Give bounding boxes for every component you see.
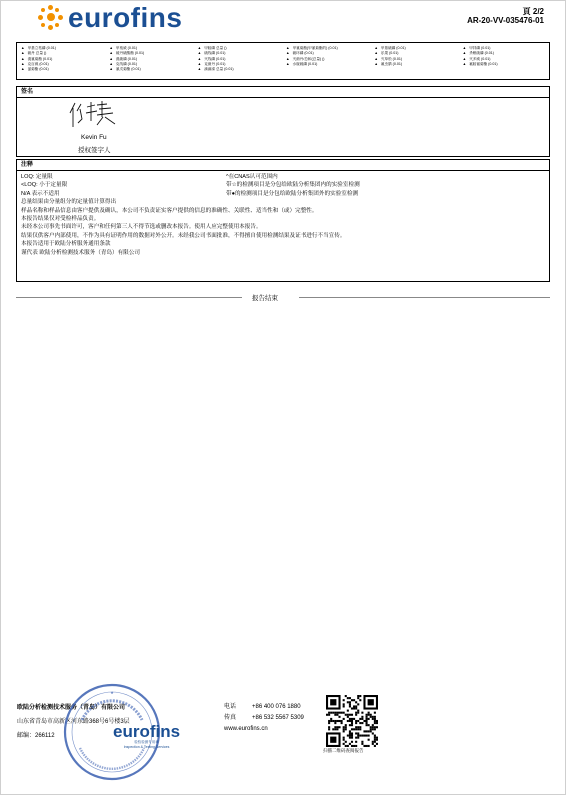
fax-value: +86 532 5567 5309 bbox=[252, 715, 304, 721]
triangle-icon: ▲ bbox=[286, 51, 290, 56]
analyte-item bbox=[463, 67, 545, 72]
triangle-icon: ▲ bbox=[109, 56, 113, 61]
analyte-label: 甲基立枯磷 (0.01) bbox=[27, 46, 56, 50]
analyte-label: 氯菊酯 (0.01) bbox=[27, 67, 49, 72]
notes-legend: N/A 表示不适用 bbox=[21, 190, 60, 197]
analyte-item bbox=[109, 67, 191, 72]
eurofins-logo bbox=[38, 4, 182, 32]
analyte-label: 溴硫磷 (0.01) bbox=[115, 56, 138, 61]
analyte-label: 灭线磷 (0.01) bbox=[204, 56, 226, 61]
qr-code[interactable] bbox=[326, 695, 378, 747]
triangle-icon: ▲ bbox=[21, 67, 25, 72]
end-of-report: 报告结束 bbox=[252, 295, 278, 302]
analyte-label: 硫丹硫酸酯 (0.01) bbox=[115, 51, 145, 56]
footer-postcode: 邮编：266112 bbox=[17, 733, 55, 739]
triangle-icon: ▲ bbox=[197, 51, 202, 56]
footer-address: 山东省青岛市高新区河东路368号6号楼3层 bbox=[17, 719, 130, 725]
phone-value: +86 400 076 1880 bbox=[252, 704, 301, 710]
notes-row bbox=[21, 190, 545, 198]
triangle-icon: ▲ bbox=[109, 67, 113, 72]
analyte-label: 克菌丹 (0.01) bbox=[204, 61, 226, 66]
analyte-label: 甲萘威 (0.01) bbox=[115, 46, 138, 50]
signature-section bbox=[16, 86, 550, 157]
triangle-icon: ▲ bbox=[197, 46, 202, 50]
notes-header: 注释 bbox=[17, 160, 549, 171]
footer-logo-subtitle: 检验检测专用章 bbox=[134, 740, 159, 744]
footer-phone bbox=[224, 701, 301, 710]
footer-fax bbox=[224, 712, 304, 721]
notes-line: 样品名称和样品信息由客户提供及确认，本公司不负责证实客户提供的信息的准确性、关联性、适当性和（或）完整性。 bbox=[21, 207, 318, 214]
phone-label: 电话 bbox=[224, 704, 237, 710]
footer-company: 欧陆分析检测技术服务（青岛）有限公司 bbox=[17, 705, 126, 711]
notes-legend: <LOQ: 小于定量限 bbox=[21, 182, 68, 189]
triangle-icon: ▲ bbox=[109, 51, 113, 56]
triangle-icon: ▲ bbox=[462, 61, 467, 66]
triangle-icon: ▲ bbox=[197, 67, 202, 72]
triangle-icon: ▲ bbox=[286, 46, 290, 50]
triangle-icon: ▲ bbox=[286, 56, 290, 61]
footer-logo bbox=[113, 723, 180, 749]
triangle-icon: ▲ bbox=[374, 51, 378, 56]
notes-section bbox=[16, 159, 550, 282]
triangle-icon: ▲ bbox=[462, 56, 467, 61]
analyte-label: 硫线磷 (0.01) bbox=[204, 51, 226, 56]
handwritten-signature bbox=[67, 99, 123, 129]
triangle-icon: ▲ bbox=[21, 46, 25, 50]
signatory-title: 授权签字人 bbox=[78, 147, 111, 154]
analyte-label: 克线磷 (0.01) bbox=[115, 61, 138, 66]
fax-label: 传真 bbox=[224, 715, 237, 721]
triangle-icon: ▲ bbox=[21, 56, 25, 61]
triangle-icon: ▲ bbox=[109, 61, 113, 66]
triangle-icon: ▲ bbox=[109, 46, 113, 50]
triangle-icon: ▲ bbox=[197, 56, 202, 61]
analyte-label: 氰戊菊酯 (0.01) bbox=[115, 67, 141, 72]
analyte-label: 滴滴涕 总量 (0.01) bbox=[204, 67, 234, 72]
analyte-grid bbox=[21, 46, 545, 72]
analyte-label: 灭草松 (0.01) bbox=[380, 56, 403, 61]
analyte-item bbox=[198, 67, 280, 72]
triangle-icon: ▲ bbox=[374, 56, 378, 61]
notes-legend: 带●的检测项目是分包给欧陆分析集团外的实验室检测 bbox=[226, 190, 359, 197]
analyte-item bbox=[21, 67, 103, 72]
analyte-label: 硫丹 总量 () bbox=[27, 51, 47, 56]
analyte-list-box bbox=[16, 42, 550, 80]
signature-header: 签名 bbox=[17, 87, 549, 98]
report-number: AR-20-VV-035476-01 bbox=[467, 16, 544, 25]
notes-row bbox=[21, 181, 545, 189]
analyte-label: 杀螟硫磷 (0.01) bbox=[469, 51, 494, 56]
end-divider-right bbox=[299, 297, 550, 298]
triangle-icon: ▲ bbox=[21, 61, 25, 66]
page-number: 頁 2/2 bbox=[522, 7, 544, 16]
notes-legend: ^在CNAS认可范围内 bbox=[226, 174, 278, 180]
notes-line: 本报告适用于欧陆分析服务通用条款 bbox=[21, 241, 111, 248]
triangle-icon: ▲ bbox=[21, 51, 25, 56]
analyte-label: 氟胺氰菊酯 (0.01) bbox=[469, 61, 498, 66]
footer-website[interactable]: www.eurofins.cn bbox=[224, 726, 268, 732]
analyte-label: 灭多威 (0.01) bbox=[469, 56, 491, 61]
analyte-label: 乐果 (0.01) bbox=[380, 51, 399, 56]
triangle-icon: ▲ bbox=[462, 46, 467, 50]
logo-text: eurofins bbox=[68, 2, 183, 33]
analyte-item bbox=[374, 67, 456, 72]
triangle-icon: ▲ bbox=[374, 61, 378, 66]
triangle-icon: ▲ bbox=[197, 61, 202, 66]
signatory-name: Kevin Fu bbox=[81, 134, 107, 141]
notes-line: 结果仅供客户内部使用，不作为具有证明作用的数据对外公开。未经我公司书面批准，不得擅自使用检测结果及证书进行不当宣传。 bbox=[21, 232, 346, 239]
end-divider-left bbox=[16, 297, 242, 298]
svg-text:★: ★ bbox=[110, 690, 114, 695]
notes-legend: 带☆的检测项目是分包给欧陆分析集团内的实验室检测 bbox=[226, 182, 360, 189]
analyte-label: 硫环磷 (0.01) bbox=[292, 51, 314, 56]
notes-line: 本报告结果仅对受检样品负责。 bbox=[21, 216, 100, 223]
notes-legend: LOQ: 定量限 bbox=[21, 174, 53, 180]
triangle-icon: ▲ bbox=[462, 51, 467, 56]
analyte-label: 甲胺磷 总量 () bbox=[204, 46, 227, 50]
analyte-label: 甲基硫磷 (0.01) bbox=[380, 46, 406, 50]
logo-dots-icon bbox=[38, 5, 64, 31]
notes-body bbox=[17, 171, 549, 259]
analyte-item bbox=[286, 67, 368, 72]
qr-label: 扫描二维码查阅报告 bbox=[323, 748, 364, 753]
notes-line: 未经本公司事先书面许可，客户和任何第三人不得节选或删改本报告。使用人应完整使用本报告。 bbox=[21, 224, 262, 231]
analyte-label: 甲氰菊酯(甲氰菊酯的) (0.01) bbox=[292, 46, 338, 50]
analyte-label: 甲拌磷 (0.01) bbox=[469, 46, 491, 50]
notes-line: 总量结果由分量组分的定量值计算得出 bbox=[21, 199, 117, 206]
footer-logo-text: eurofins bbox=[113, 722, 181, 741]
analyte-label: 灭菌丹/总和(总量) () bbox=[292, 56, 325, 61]
analyte-label: 水胺硫磷 (0.01) bbox=[292, 61, 318, 66]
analyte-label: 氟虫腈 (0.01) bbox=[380, 61, 403, 66]
analyte-label: 溴氰菊酯 (0.01) bbox=[27, 56, 53, 61]
footer-logo-subtitle-en: Inspection & Testing Services bbox=[123, 745, 170, 749]
analyte-label: 克百威 (0.01) bbox=[27, 61, 49, 66]
notes-line: 谨代表 欧陆分析检测技术服务（青岛）有限公司 bbox=[21, 249, 141, 256]
notes-row bbox=[21, 173, 545, 181]
triangle-icon: ▲ bbox=[374, 46, 378, 50]
triangle-icon: ▲ bbox=[286, 61, 290, 66]
